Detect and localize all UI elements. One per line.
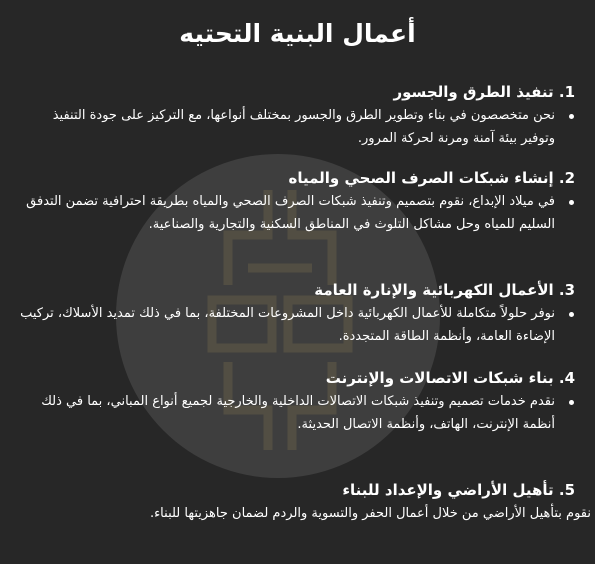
bullet-text: نوفر حلولاً متكاملة للأعمال الكهربائية داخل المشروعات المختلفة، بما في ذلك تمديد الأسلاك، تركيب الإضاءة العامة، وأنظمة الطاقة المتجددة. — [20, 306, 555, 344]
bullet-text: في ميلاد الإبداع، نقوم بتصميم وتنفيذ شبكات الصرف الصحي والمياه بطريقة احترافية تضمن التدفق السليم للمياه وحل مشاكل التلوث في المناطق السكنية والتجارية والصناعية. — [26, 194, 555, 232]
section-heading: 4. بناء شبكات الاتصالات والإنترنت — [325, 369, 575, 387]
section-land-preparation — [0, 478, 595, 525]
section-heading: 2. إنشاء شبكات الصرف الصحي والمياه — [288, 169, 575, 187]
bullet-text: نحن متخصصون في بناء وتطوير الطرق والجسور بمختلف أنواعها، مع التركيز على جودة التنفيذ وتوفير بيئة آمنة ومرنة لحركة المرور. — [52, 108, 555, 146]
section-electrical-lighting — [0, 278, 595, 348]
section-roads-bridges — [0, 80, 595, 150]
bullet-item — [0, 190, 595, 236]
page-title: أعمال البنية التحتيه — [179, 19, 416, 48]
bullet-item — [0, 302, 595, 348]
section-telecom-internet — [0, 366, 595, 436]
bullet-text: نقدم خدمات تصميم وتنفيذ شبكات الاتصالات الداخلية والخارجية لجميع أنواع المباني، بما في ذلك أنظمة الإنترنت، الهاتف، وأنظمة الاتصال الحديثة. — [41, 394, 555, 432]
section-heading: 1. تنفيذ الطرق والجسور — [393, 83, 575, 101]
bullet-dot — [569, 200, 574, 205]
section-sewage-water — [0, 166, 595, 236]
bullet-item — [0, 104, 595, 150]
bullet-dot — [569, 400, 574, 405]
bullet-dot — [569, 114, 574, 119]
bullet-dot — [569, 312, 574, 317]
section-heading: 5. تأهيل الأراضي والإعداد للبناء — [342, 481, 575, 499]
paragraph-text: نقوم بتأهيل الأراضي من خلال أعمال الحفر والتسوية والردم لضمان جاهزيتها للبناء. — [149, 506, 591, 521]
section-heading: 3. الأعمال الكهربائية والإنارة العامة — [314, 281, 575, 299]
bullet-item — [0, 390, 595, 436]
